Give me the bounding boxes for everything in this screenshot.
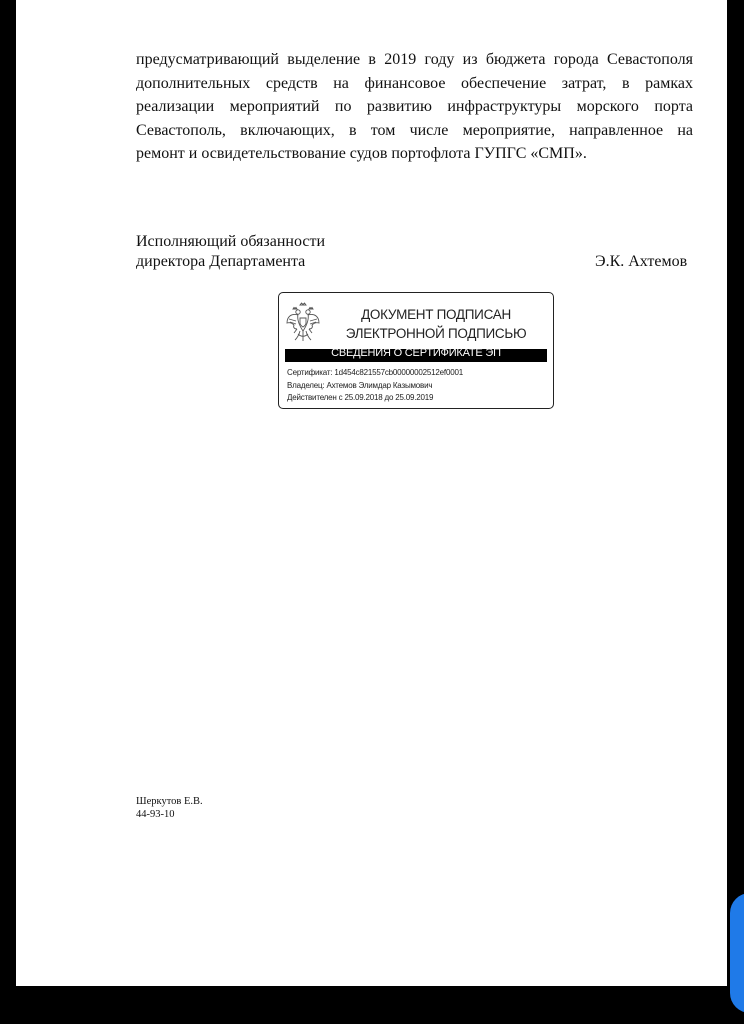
- signer-position-line-1: Исполняющий обязанности: [136, 233, 326, 250]
- certificate-details: [287, 367, 463, 405]
- document-body-text: [136, 48, 693, 166]
- certificate-validity: Действителен с 25.09.2018 до 25.09.2019: [287, 393, 434, 402]
- body-line: дополнительных средств на финансовое обеспечение затрат, в рамках: [136, 74, 693, 92]
- body-line: реализации мероприятий по развитию инфраструктуры морского порта: [136, 98, 693, 115]
- certificate-header-bar: СВЕДЕНИЯ О СЕРТИФИКАТЕ ЭП: [285, 349, 547, 362]
- document-page: [16, 0, 727, 986]
- executor-phone: 44-93-10: [136, 809, 175, 820]
- stamp-title-line-1: ДОКУМЕНТ ПОДПИСАН: [361, 307, 511, 322]
- electronic-signature-stamp: [278, 292, 554, 409]
- stamp-title-line-2: ЭЛЕКТРОННОЙ ПОДПИСЬЮ: [345, 326, 527, 341]
- russian-coat-of-arms-icon: [285, 301, 321, 345]
- certificate-number: Сертификат: 1d454c821557cb00000002512ef0001: [287, 368, 463, 377]
- certificate-owner: Владелец: Ахтемов Элимдар Казымович: [287, 380, 433, 390]
- executor-name: Шеркутов Е.В.: [136, 796, 203, 807]
- stamp-title: [323, 305, 549, 343]
- body-line: Севастополь, включающих, в том числе мероприятие, направленное на: [136, 121, 693, 139]
- signer-position-line-2: директора Департамента: [136, 253, 306, 270]
- body-line: ремонт и освидетельствование судов портофлота ГУПГС «СМП».: [136, 145, 587, 162]
- signer-position: [136, 232, 325, 272]
- body-line: предусматривающий выделение в 2019 году из бюджета города Севастополя: [136, 51, 693, 68]
- executor-info: [136, 795, 203, 821]
- signer-name: Э.К. Ахтемов: [595, 253, 688, 270]
- scroll-handle[interactable]: [730, 893, 744, 1013]
